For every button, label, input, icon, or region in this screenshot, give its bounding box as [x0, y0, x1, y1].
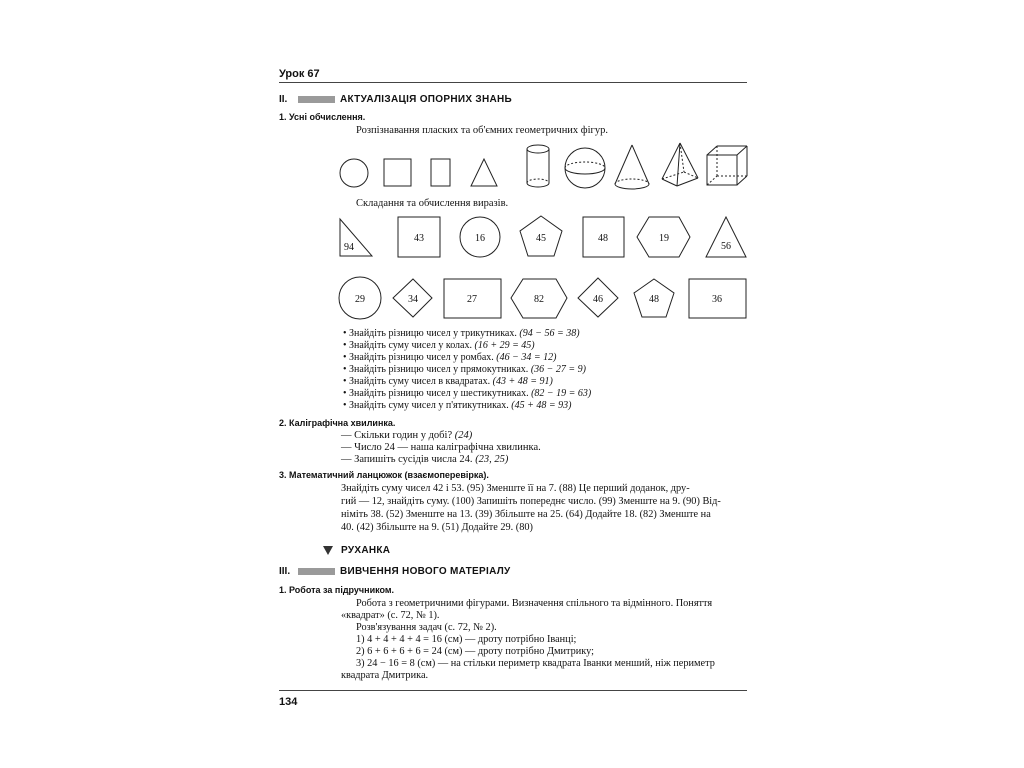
- chain-line: гий — 12, знайдіть суму. (100) Запишіть попереднє число. (99) Зменште на 9. (90) Від-: [341, 496, 721, 507]
- task-text: Знайдіть суму чисел у колах.: [349, 340, 472, 351]
- task-item: • Знайдіть суму чисел у п'ятикутниках. (45 + 48 = 93): [343, 400, 572, 411]
- number-label: 43: [414, 233, 424, 244]
- textbook-line: 3) 24 − 16 = 8 (см) — на стільки периметр квадрата Іванки менший, ніж периметр: [356, 658, 715, 669]
- number-label: 45: [536, 233, 546, 244]
- number-label: 19: [659, 233, 669, 244]
- task-answer: (43 + 48 = 91): [492, 376, 553, 387]
- task-text: Знайдіть різницю чисел у прямокутниках.: [349, 364, 529, 375]
- number-label: 34: [408, 294, 418, 305]
- task-item: • Знайдіть різницю чисел у трикутниках. (94 − 56 = 38): [343, 328, 580, 339]
- number-label: 46: [593, 294, 603, 305]
- task-answer: (36 − 27 = 9): [530, 364, 586, 375]
- lesson-title: Урок 67: [279, 68, 320, 80]
- section-ii-title: АКТУАЛІЗАЦІЯ ОПОРНИХ ЗНАНЬ: [340, 94, 513, 105]
- textbook-line: квадрата Дмитрика.: [341, 670, 429, 681]
- textbook-line: Робота з геометричними фігурами. Визначення спільного та відмінного. Поняття: [356, 598, 713, 609]
- number-label: 82: [534, 294, 544, 305]
- section-iii-title: ВИВЧЕННЯ НОВОГО МАТЕРІАЛУ: [340, 566, 511, 577]
- section-ii-numeral: II.: [279, 94, 288, 105]
- number-label: 16: [475, 233, 485, 244]
- calligraphy-line: — Запишіть сусідів числа 24. (23, 25): [341, 454, 509, 465]
- chain-line: Знайдіть суму чисел 42 і 53. (95) Зменште її на 7. (88) Це перший доданок, дру-: [341, 483, 690, 494]
- chain-line: німіть 38. (52) Зменште на 13. (39) Збільште на 25. (64) Додайте 18. (82) Зменште на: [341, 509, 711, 520]
- calligraphy-label: 2. Каліграфічна хвилинка.: [279, 418, 396, 428]
- chain-label: 3. Математичний ланцюжок (взаємоперевірка).: [279, 470, 489, 480]
- page-number: 134: [279, 696, 298, 708]
- task-answer: (16 + 29 = 45): [474, 340, 535, 351]
- number-label: 94: [344, 242, 354, 253]
- task-text: Знайдіть суму чисел в квадратах.: [349, 376, 491, 387]
- break-title: РУХАНКА: [341, 545, 391, 556]
- section-iii-numeral: III.: [279, 566, 291, 577]
- textbook-line: «квадрат» (с. 72, № 1).: [341, 610, 440, 621]
- number-label: 27: [467, 294, 477, 305]
- task-text: Знайдіть різницю чисел у ромбах.: [349, 352, 494, 363]
- calligraphy-line: — Число 24 — наша каліграфічна хвилинка.: [341, 442, 541, 453]
- task-answer: (46 − 34 = 12): [496, 352, 557, 363]
- compose-label: Складання та обчислення виразів.: [356, 198, 509, 209]
- number-label: 48: [598, 233, 608, 244]
- task-text: Знайдіть суму чисел у п'ятикутниках.: [349, 400, 509, 411]
- calligraphy-line: — Скільки годин у добі? (24): [341, 430, 473, 441]
- number-label: 56: [721, 241, 731, 252]
- number-label: 48: [649, 294, 659, 305]
- textbook-work-label: 1. Робота за підручником.: [279, 585, 395, 595]
- section-iii-bar: [298, 568, 335, 575]
- chain-line: 40. (42) Збільште на 9. (51) Додайте 29. (80): [341, 522, 533, 533]
- shapes-intro: Розпізнавання пласких та об'ємних геометричних фігур.: [356, 125, 608, 136]
- number-label: 29: [355, 294, 365, 305]
- task-answer: (82 − 19 = 63): [531, 388, 592, 399]
- task-item: • Знайдіть суму чисел у колах. (16 + 29 = 45): [343, 340, 535, 351]
- break-marker-icon: [323, 546, 333, 555]
- task-text: Знайдіть різницю чисел у шестикутниках.: [349, 388, 529, 399]
- task-item: • Знайдіть різницю чисел у ромбах. (46 − 34 = 12): [343, 352, 557, 363]
- oral-calc-label: 1. Усні обчислення.: [279, 112, 366, 122]
- number-label: 36: [712, 294, 722, 305]
- footer-rule: [279, 690, 747, 691]
- task-answer: (94 − 56 = 38): [519, 328, 580, 339]
- textbook-line: 1) 4 + 4 + 4 + 4 = 16 (см) — дроту потрібно Іванці;: [356, 634, 577, 645]
- textbook-line: Розв'язування задач (с. 72, № 2).: [356, 622, 497, 633]
- task-answer: (45 + 48 = 93): [511, 400, 572, 411]
- task-item: • Знайдіть різницю чисел у шестикутниках. (82 − 19 = 63): [343, 388, 592, 399]
- textbook-line: 2) 6 + 6 + 6 + 6 = 24 (см) — дроту потрібно Дмитрику;: [356, 646, 595, 657]
- task-item: • Знайдіть суму чисел в квадратах. (43 + 48 = 91): [343, 376, 553, 387]
- task-text: Знайдіть різницю чисел у трикутниках.: [349, 328, 517, 339]
- task-item: • Знайдіть різницю чисел у прямокутниках. (36 − 27 = 9): [343, 364, 586, 375]
